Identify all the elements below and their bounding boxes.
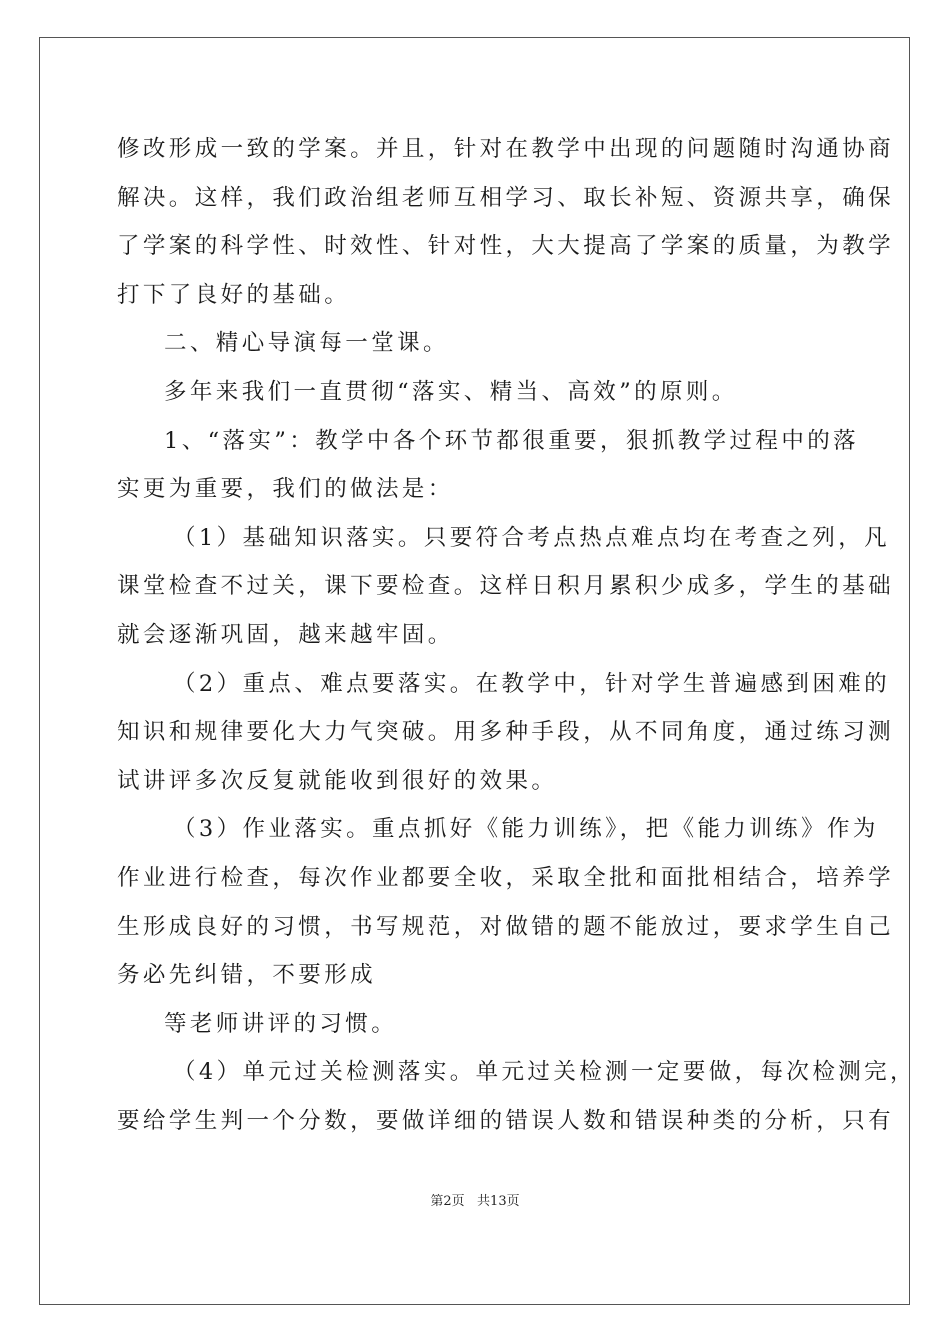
text-line: 打下了良好的基础。	[117, 281, 351, 308]
text-line: 课堂检查不过关，课下要检查。这样日积月累积少成多，学生的基础	[117, 573, 895, 600]
document-body	[117, 125, 916, 1145]
text-line: 等老师讲评的习惯。	[164, 1010, 398, 1037]
text-line: 就会逐渐巩固，越来越牢固。	[117, 621, 454, 648]
text-line: 解决。这样，我们政治组老师互相学习、取长补短、资源共享，确保	[117, 184, 895, 211]
text-line: （2）重点、难点要落实。在教学中，针对学生普遍感到困难的	[173, 670, 891, 697]
text-line: （4）单元过关检测落实。单元过关检测一定要做，每次检测完，	[173, 1059, 916, 1086]
text-line: 作业进行检查，每次作业都要全收，采取全批和面批相结合，培养学	[117, 864, 895, 891]
text-line: 要给学生判一个分数，要做详细的错误人数和错误种类的分析，只有	[117, 1107, 895, 1134]
text-line: 多年来我们一直贯彻“落实、精当、高效”的原则。	[164, 378, 738, 405]
text-line: 务必先纠错，不要形成	[117, 962, 377, 989]
text-line: 知识和规律要化大力气突破。用多种手段，从不同角度，通过练习测	[117, 719, 895, 746]
text-line: 修改形成一致的学案。并且，针对在教学中出现的问题随时沟通协商	[117, 136, 895, 162]
text-line: 试讲评多次反复就能收到很好的效果。	[117, 767, 558, 794]
text-line: 生形成良好的习惯，书写规范，对做错的题不能放过，要求学生自己	[117, 913, 895, 940]
text-line: （3）作业落实。重点抓好《能力训练》，把《能力训练》作为	[173, 816, 879, 843]
text-line: 1、“落实”：教学中各个环节都很重要，狠抓教学过程中的落	[164, 427, 860, 454]
text-line: 实更为重要，我们的做法是：	[117, 476, 454, 503]
section-heading: 二、精心导演每一堂课。	[164, 330, 449, 357]
text-line: （1）基础知识落实。只要符合考点热点难点均在考查之列，凡	[173, 524, 891, 551]
text-line: 了学案的科学性、时效性、针对性，大大提高了学案的质量，为教学	[117, 233, 895, 260]
page-number: 第2页 共13页	[430, 1194, 520, 1209]
